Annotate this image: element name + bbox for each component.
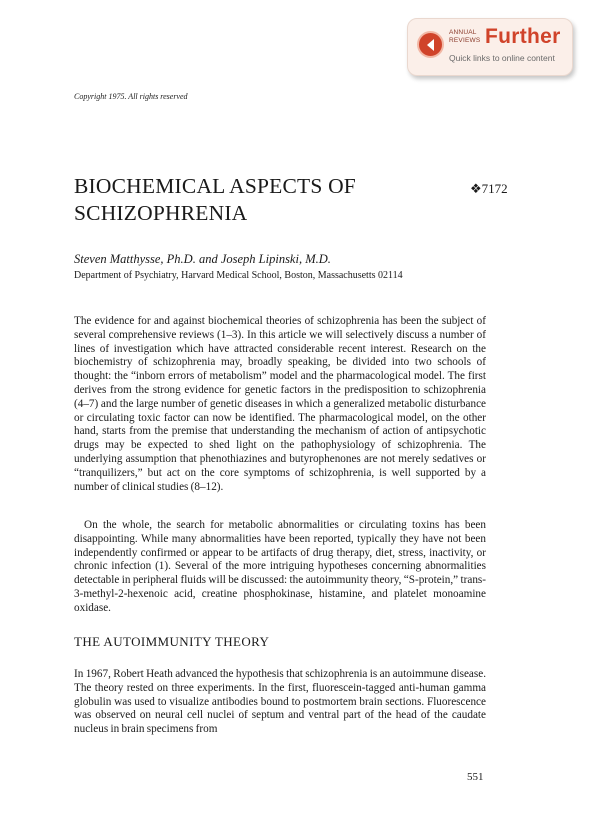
copyright-notice: Copyright 1975. All rights reserved [74, 92, 188, 101]
badge-line1: ANNUAL [449, 29, 477, 36]
page-number: 551 [467, 771, 484, 783]
badge-publisher [449, 29, 480, 44]
diamond-icon: ❖ [470, 181, 482, 196]
body-paragraph-2: On the whole, the search for metabolic abnormalities or circulating toxins has been disappointing. While many abnormalities have been reported, typically they have not been independently confirmed or appear to be artifacts of drug therapy, diet, stress, inactivity, or chronic infection (1). Several of the more intriguing hypotheses concerning abnormalities detectable in peripheral fluids will be discussed: the autoimmunity theory, “S-protein,” trans-3-methyl-2-hexenoic acid, creatine phosphokinase, histamine, and platelet monoamine oxidase. [74, 519, 486, 614]
article-title: BIOCHEMICAL ASPECTS OF SCHIZOPHRENIA [74, 174, 356, 225]
body-paragraph-1: The evidence for and against biochemical theories of schizophrenia has been the subject of several comprehensive reviews (1–3). In this article we will selectively discuss a number of lines of investigation which have attracted considerable recent interest. Research on the biochemistry of schizophrenia may, broadly speaking, be divided into two schools of thought: the “inborn errors of metabolism” model and the pharmacological model. The first derives from the strong evidence for genetic factors in the predisposition to schizophrenia (4–7) and the large number of genetic diseases in which a generalized metabolic disturbance or circulating toxic factor can now be identified. The pharmacological model, on the other hand, starts from the premise that understanding the mechanism of action of antipsychotic drugs may be expected to shed light on the pathophysiology of schizophrenia. The underlying assumption that phenothiazines and butyrophenones are not merely sedatives or “tranquilizers,” but act on the core symptoms of schizophrenia, is well supported by a number of clinical studies (8–12). [74, 315, 486, 493]
section-heading: THE AUTOIMMUNITY THEORY [74, 634, 270, 649]
badge-line2: REVIEWS [449, 36, 481, 44]
article-code-value: 7172 [481, 181, 508, 196]
body-paragraph-3: In 1967, Robert Heath advanced the hypothesis that schizophrenia is an autoimmune disease. The theory rested on three experiments. In the first, fluorescein-tagged anti-human gamma globulin was used to visualize antibodies bound to postmortem brain sections. Fluorescence was observed on neural cell nuclei of septum and ventral part of the head of the caudate nucleus in brain specimens from [74, 668, 486, 736]
affiliation: Department of Psychiatry, Harvard Medical School, Boston, Massachusetts 02114 [74, 270, 403, 281]
badge-brand: Further [485, 25, 561, 48]
further-badge[interactable] [407, 18, 573, 76]
article-code [470, 181, 508, 197]
authors: Steven Matthysse, Ph.D. and Joseph Lipinski, M.D. [74, 252, 331, 266]
badge-subtitle: Quick links to online content [449, 53, 555, 63]
play-icon [417, 31, 444, 58]
